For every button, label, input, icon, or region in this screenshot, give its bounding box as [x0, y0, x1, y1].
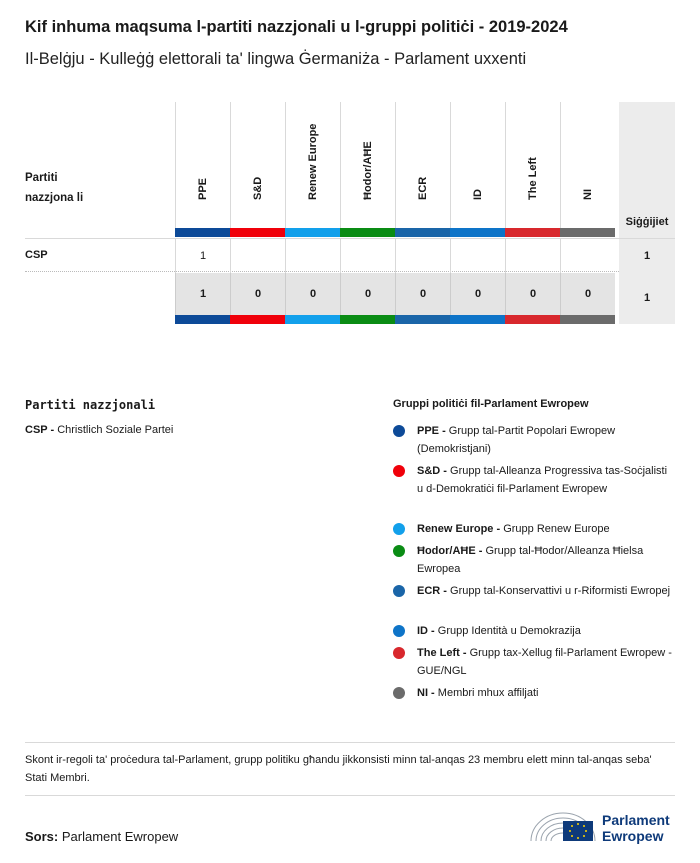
table-cell: 1: [175, 239, 230, 273]
group-legend-name: Grupp tal-Partit Popolari Ewropew (Demokristjani): [417, 425, 616, 455]
group-legend-name: Grupp tal-Alleanza Progressiva tas-Soċjalisti u d-Demokratiċi fil-Parlament Ewropew: [417, 465, 668, 495]
group-legend-text: [417, 520, 673, 538]
table-header-row: [25, 102, 675, 238]
group-legend-abbr: PPE -: [417, 425, 446, 437]
total-cell: 0: [450, 273, 505, 315]
legend-dot-icon: [393, 647, 405, 659]
table-cell: [450, 239, 505, 273]
group-column-label: Renew Europe: [307, 123, 319, 200]
divider: [25, 742, 675, 743]
total-cell: 1: [175, 273, 230, 315]
group-color-bar: [175, 315, 230, 324]
table-row: [25, 238, 675, 272]
group-legend-abbr: Renew Europe -: [417, 523, 501, 535]
group-legend-abbr: ECR -: [417, 585, 447, 597]
group-color-bar: [230, 228, 285, 237]
legend-dot-icon: [393, 687, 405, 699]
political-groups-legend-title: Gruppi politiċi fil-Parlament Ewropew: [393, 398, 589, 410]
group-color-bar: [230, 315, 285, 324]
group-legend-abbr: The Left -: [417, 647, 467, 659]
group-color-bar: [340, 228, 395, 237]
group-column-header: [450, 102, 505, 228]
chart-subtitle: Il-Belġju - Kulleġġ elettorali ta' lingwa Ġermaniża - Parlament uxxenti: [25, 50, 527, 68]
total-header-label: Siġġijiet: [625, 216, 669, 228]
group-column-label: PPE: [197, 177, 209, 200]
grand-total-cell: 1: [619, 273, 675, 324]
table-cell: [395, 239, 450, 273]
group-column-header: [395, 102, 450, 228]
source-line: [25, 829, 178, 844]
group-column-label: NI: [582, 189, 594, 200]
table-cell: [560, 239, 615, 273]
national-party-legend-item: [25, 424, 173, 436]
table-cell: [340, 239, 395, 273]
group-color-bar: [395, 315, 450, 324]
divider: [25, 795, 675, 796]
total-cell: 0: [560, 273, 615, 315]
group-column-label: ID: [472, 189, 484, 200]
group-color-bar: [505, 315, 560, 324]
group-color-bar: [560, 315, 615, 324]
group-color-bar: [285, 228, 340, 237]
group-legend-text: [417, 644, 673, 680]
footnote: Skont ir-regoli ta' proċedura tal-Parlament, grupp politiku għandu jikkonsisti minn tal-anqas 23 membru elett minn tal-anqas seba' Stati Membri.: [25, 754, 652, 784]
group-column-header: [340, 102, 395, 228]
group-legend-abbr: S&D -: [417, 465, 447, 477]
group-color-bar: [175, 228, 230, 237]
logo-line-1: Parlament: [602, 812, 670, 828]
group-color-bar: [450, 315, 505, 324]
source-value: Parlament Ewropew: [61, 829, 179, 844]
group-column-label: S&D: [252, 176, 264, 200]
row-total-cell: 1: [619, 239, 675, 273]
chart-title: Kif inhuma maqsuma l-partiti nazzjonali u l-gruppi politiċi - 2019-2024: [25, 18, 568, 36]
row-party-name: CSP: [25, 249, 48, 261]
group-legend-abbr: NI -: [417, 687, 435, 699]
total-cell: 0: [395, 273, 450, 315]
group-legend-name: Grupp Identità u Demokrazija: [437, 625, 581, 637]
group-color-bar: [450, 228, 505, 237]
group-column-label: ECR: [417, 176, 429, 200]
group-legend-text: [417, 622, 673, 640]
legend-dot-icon: [393, 425, 405, 437]
seat-distribution-table: [25, 102, 675, 324]
row-header-label: Partiti nazzjona li: [25, 172, 84, 204]
source-label: Sors:: [25, 829, 59, 844]
group-legend-name: Grupp tal-Konservattivi u r-Riformisti Ewropej: [450, 585, 671, 597]
national-party-name: Christlich Soziale Partei: [57, 424, 174, 436]
total-cell: 0: [230, 273, 285, 315]
group-legend-text: [417, 582, 673, 600]
legend-dot-icon: [393, 625, 405, 637]
group-legend-name: Membri mhux affiljati: [437, 687, 539, 699]
total-header: [619, 102, 675, 238]
group-column-header: [560, 102, 615, 228]
group-color-bar: [505, 228, 560, 237]
group-legend-text: [417, 684, 673, 702]
group-color-bar: [285, 315, 340, 324]
totals-row: [175, 273, 675, 324]
group-column-header: [285, 102, 340, 228]
legend-dot-icon: [393, 545, 405, 557]
total-cell: 0: [340, 273, 395, 315]
group-color-bar: [560, 228, 615, 237]
logo-line-2: Ewropew: [602, 828, 664, 844]
group-legend-name: Grupp tal-Ħodor/Alleanza Ħielsa Ewropea: [417, 545, 644, 575]
legend-dot-icon: [393, 523, 405, 535]
group-legend-text: [417, 542, 673, 578]
total-cell: 0: [285, 273, 340, 315]
logo-text: [602, 812, 670, 844]
group-column-header: [230, 102, 285, 228]
group-legend-text: [417, 422, 673, 458]
group-column-header: [175, 102, 230, 228]
group-column-header: [505, 102, 560, 228]
table-cell: [505, 239, 560, 273]
legend-dot-icon: [393, 465, 405, 477]
total-cell: 0: [505, 273, 560, 315]
group-column-label: Ħodor/AĦE: [362, 141, 374, 200]
group-legend-abbr: ID -: [417, 625, 435, 637]
table-cell: [285, 239, 340, 273]
group-legend-abbr: Ħodor/AĦE -: [417, 545, 483, 557]
group-column-label: The Left: [527, 157, 539, 200]
group-legend-text: [417, 462, 673, 498]
national-party-abbr: CSP -: [25, 424, 55, 436]
legend-dot-icon: [393, 585, 405, 597]
table-cell: [230, 239, 285, 273]
group-color-bar: [340, 315, 395, 324]
group-color-bar: [395, 228, 450, 237]
group-legend-name: Grupp Renew Europe: [503, 523, 610, 535]
group-legend-name: Grupp tax-Xellug fil-Parlament Ewropew - GUE/NGL: [417, 647, 672, 677]
national-parties-legend-title: Partiti nazzjonali: [25, 398, 156, 412]
